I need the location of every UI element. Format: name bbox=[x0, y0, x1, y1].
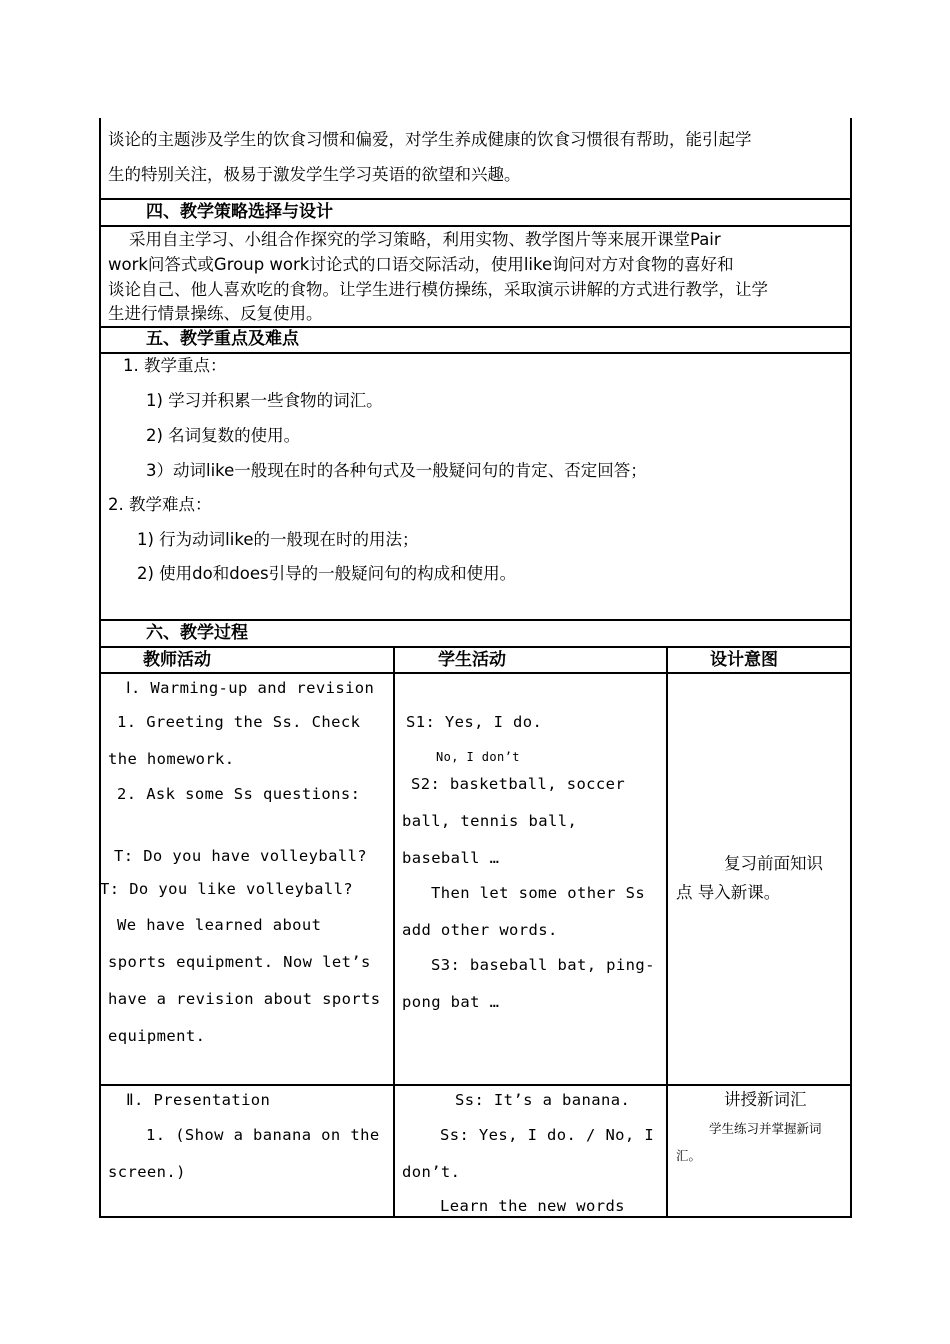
intro-line: 生的特别关注，极易于激发学生学习英语的欲望和兴趣。 bbox=[108, 165, 521, 184]
column-header-intent: 设计意图 bbox=[710, 650, 778, 670]
key-point-item: 1) 学习并积累一些食物的词汇。 bbox=[146, 391, 383, 410]
key-point-item: 2) 名词复数的使用。 bbox=[146, 426, 301, 445]
design-intent-line: 点 导入新课。 bbox=[676, 883, 781, 902]
divider bbox=[99, 619, 852, 621]
table-right-border bbox=[850, 118, 852, 1218]
section-title: 六、教学过程 bbox=[146, 623, 248, 643]
teacher-activity-line: the homework. bbox=[108, 750, 235, 768]
design-intent-line: 复习前面知识 bbox=[724, 854, 823, 873]
divider bbox=[99, 352, 852, 354]
column-header-student: 学生活动 bbox=[438, 650, 506, 670]
teacher-activity-line: T: Do you like volleyball? bbox=[100, 880, 354, 898]
key-point-item: 3）动词like一般现在时的各种句式及一般疑问句的肯定、否定回答； bbox=[146, 461, 647, 480]
intro-line: 谈论的主题涉及学生的饮食习惯和偏爱，对学生养成健康的饮食习惯很有帮助，能引起学 bbox=[108, 130, 752, 149]
teacher-activity-line: 1. Greeting the Ss. Check bbox=[117, 713, 361, 731]
student-activity-line: S1: Yes, I do. bbox=[406, 713, 543, 731]
section4-line: 采用自主学习、小组合作探究的学习策略，利用实物、教学图片等来展开课堂Pair bbox=[108, 230, 721, 249]
student-activity-line: No, I don’t bbox=[436, 750, 520, 764]
section4-line: 生进行情景操练、反复使用。 bbox=[108, 304, 323, 323]
student-activity-line: ball, tennis ball, bbox=[402, 812, 578, 830]
table-left-border bbox=[99, 118, 101, 1218]
student-activity-line: Ss: Yes, I do. / No, I bbox=[440, 1126, 655, 1144]
divider bbox=[99, 198, 852, 200]
divider bbox=[99, 1216, 852, 1218]
teacher-activity-line: sports equipment. Now let’s bbox=[108, 953, 371, 971]
design-intent-line: 讲授新词汇 bbox=[724, 1090, 807, 1109]
section4-line: 谈论自己、他人喜欢吃的食物。让学生进行模仿操练，采取演示讲解的方式进行教学，让学 bbox=[108, 280, 768, 299]
teacher-activity-line: equipment. bbox=[108, 1027, 206, 1045]
column-header-teacher: 教师活动 bbox=[143, 650, 211, 670]
section-title: 五、教学重点及难点 bbox=[146, 329, 299, 349]
student-activity-line: Ss: It’s a banana. bbox=[455, 1091, 631, 1109]
student-activity-line: pong bat … bbox=[402, 993, 500, 1011]
teacher-activity-line: Ⅰ. Warming-up and revision bbox=[126, 679, 375, 697]
teacher-activity-line: have a revision about sports bbox=[108, 990, 381, 1008]
difficult-points-heading: 2. 教学难点： bbox=[108, 495, 212, 514]
design-intent-line: 汇。 bbox=[676, 1148, 702, 1163]
divider bbox=[99, 326, 852, 328]
student-activity-line: add other words. bbox=[402, 921, 558, 939]
student-activity-line: Learn the new words bbox=[440, 1197, 625, 1215]
section4-line: work问答式或Group work讨论式的口语交际活动，使用like询问对方对食物的喜好和 bbox=[108, 255, 734, 274]
teacher-activity-line: 1. (Show a banana on the bbox=[146, 1126, 380, 1144]
divider bbox=[99, 225, 852, 227]
section-title: 四、教学策略选择与设计 bbox=[146, 202, 333, 222]
difficult-point-item: 1) 行为动词like的一般现在时的用法； bbox=[137, 530, 419, 549]
divider bbox=[99, 646, 852, 648]
student-activity-line: baseball … bbox=[402, 849, 500, 867]
divider bbox=[99, 672, 852, 674]
divider bbox=[99, 1084, 852, 1086]
student-activity-line: don’t. bbox=[402, 1163, 461, 1181]
student-activity-line: Then let some other Ss bbox=[431, 884, 646, 902]
column-divider bbox=[666, 646, 668, 1218]
key-points-heading: 1. 教学重点： bbox=[123, 356, 227, 375]
teacher-activity-line: T: Do you have volleyball? bbox=[114, 847, 368, 865]
teacher-activity-line: Ⅱ. Presentation bbox=[126, 1091, 271, 1109]
column-divider bbox=[393, 646, 395, 1218]
student-activity-line: S3: baseball bat, ping- bbox=[431, 956, 655, 974]
teacher-activity-line: 2. Ask some Ss questions: bbox=[117, 785, 361, 803]
student-activity-line: S2: basketball, soccer bbox=[411, 775, 626, 793]
teacher-activity-line: screen.) bbox=[108, 1163, 186, 1181]
design-intent-line: 学生练习并掌握新词 bbox=[709, 1121, 822, 1136]
teacher-activity-line: We have learned about bbox=[117, 916, 322, 934]
difficult-point-item: 2) 使用do和does引导的一般疑问句的构成和使用。 bbox=[137, 564, 517, 583]
